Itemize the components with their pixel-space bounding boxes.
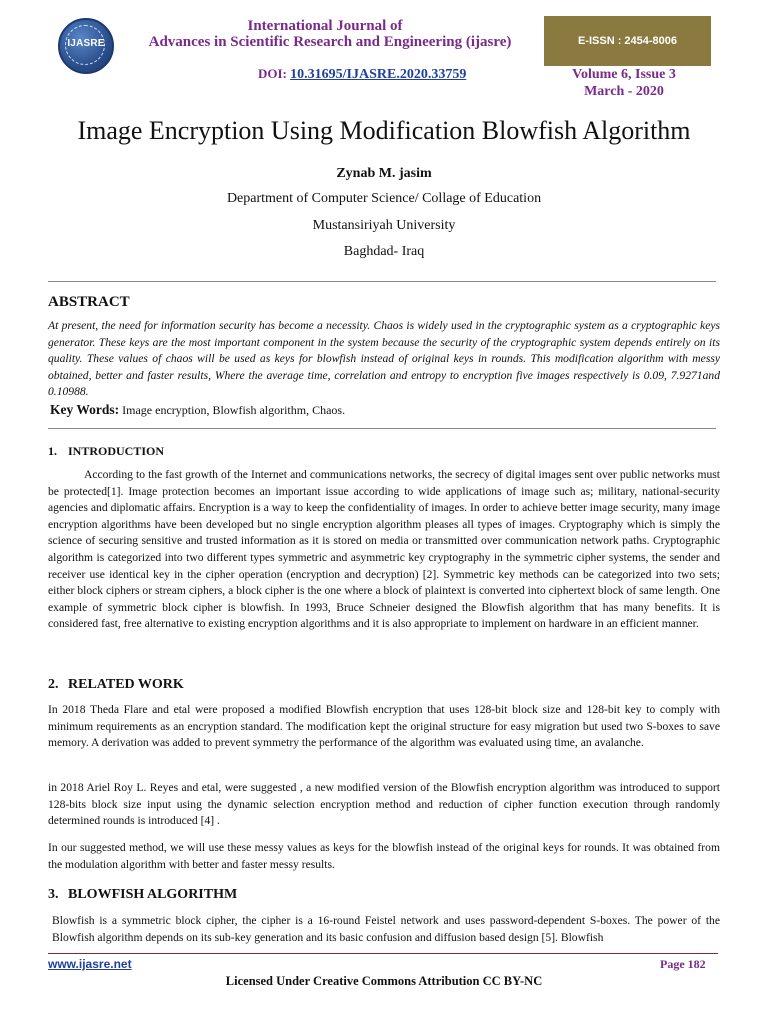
abstract-text: At present, the need for information security has become a necessity. Chaos is widely used in the cryptographic system as a cryptographic keys generator. These keys are the most important component in the system because the security of the cryptographic system depends entirely on its quality. These values of chaos will be used as keys for blowfish instead of original keys in rounds. This modification algorithm with messy obtained, better and faster results, Where the average time, correlation and entropy to encryption five images respectively is 0.09, 7.9271and 0.10988. bbox=[48, 319, 720, 399]
abstract-heading: ABSTRACT bbox=[48, 294, 130, 310]
journal-website-link[interactable]: www.ijasre.net bbox=[48, 957, 132, 971]
issn-badge: E-ISSN : 2454-8006 bbox=[544, 16, 711, 66]
section-related-work-heading bbox=[48, 677, 184, 693]
introduction-paragraph: According to the fast growth of the Internet and communications networks, the secrecy of digital images sent over public networks must be protected[1]. Image protection becomes an important issue according to wide applications of image such as; military, national-security agencies and diplomatic affairs. Encryption is a way to keep the confidentiality of images. In order to achieve better image security, many image encryption algorithms have been developed but no single encryption algorithm pleases all types of images. Cryptography which is simply the science of securing sensitive and trusted information as it is stored on media or transmitted over communication network paths. Cryptographic algorithm is categorized into two different types symmetric and asymmetric key cryptography in the symmetric cipher systems, the sender and receiver use identical key in the cipher operation (encryption and decryption) [2]. Symmetric key methods can be categorized into two sets; either block ciphers or stream ciphers, a block cipher is the one where a block of plaintext is converted into ciphertext block of same length. One example of symmetric block cipher is blowfish. In 1993, Bruce Schneier designed the Blowfish algorithm that has many benefits. It is considered fast, free alternative to existing encryption algorithms and it is also appropriate to implement on hardware in an efficient manner. bbox=[48, 468, 720, 631]
author-university: Mustansiriyah University bbox=[312, 218, 456, 233]
section-number: 2. bbox=[48, 677, 59, 692]
section-title: RELATED WORK bbox=[68, 677, 184, 692]
section-title: BLOWFISH ALGORITHM bbox=[68, 887, 238, 902]
page-number: Page 182 bbox=[660, 957, 706, 971]
doi-line bbox=[258, 66, 466, 83]
doi-link[interactable]: 10.31695/IJASRE.2020.33759 bbox=[290, 67, 467, 82]
section-number: 1. bbox=[48, 444, 57, 458]
section-title: INTRODUCTION bbox=[68, 444, 165, 458]
section-blowfish-heading bbox=[48, 887, 237, 903]
keywords-line bbox=[50, 402, 345, 418]
author-name: Zynab M. jasim bbox=[336, 166, 432, 181]
journal-logo bbox=[58, 18, 114, 74]
paper-title: Image Encryption Using Modification Blowfish Algorithm bbox=[77, 116, 691, 145]
blowfish-paragraph: Blowfish is a symmetric block cipher, the cipher is a 16-round Feistel network and uses password-dependent S-boxes. The power of the Blowfish algorithm depends on its sub-key generation and its basic confusion and diffusion based design [5]. Blowfish bbox=[52, 914, 720, 944]
author-location: Baghdad- Iraq bbox=[343, 244, 425, 259]
footer-rule bbox=[48, 953, 718, 954]
issue-date: March - 2020 bbox=[584, 84, 664, 99]
keywords-list: Image encryption, Blowfish algorithm, Chaos. bbox=[119, 403, 346, 417]
license-notice: Licensed Under Creative Commons Attribution CC BY-NC bbox=[225, 974, 543, 988]
section-introduction-heading bbox=[48, 444, 164, 459]
author-department: Department of Computer Science/ Collage of Education bbox=[226, 191, 542, 206]
divider-abstract bbox=[48, 428, 716, 429]
related-work-paragraph-2: in 2018 Ariel Roy L. Reyes and etal, were suggested , a new modified version of the Blowfish encryption algorithm was introduced to support 128-bits block size input using the dynamic selection encryption method and reduction of cipher function execution through randomly determined rounds is introduced [4] . bbox=[48, 781, 720, 828]
section-number: 3. bbox=[48, 887, 59, 902]
journal-name-line1: International Journal of bbox=[247, 18, 403, 34]
logo-text: IJASRE bbox=[67, 38, 105, 49]
related-work-paragraph-1: In 2018 Theda Flare and etal were proposed a modified Blowfish encryption that uses 128-bit block size and 128-bit key to comply with minimum requirements as an encryption standard. The modification kept the original structure for easy migration but used two S-boxes to save memory. A derivation was added to prevent symmetry the performance of the algorithm was evaluated using time, an avalanche. bbox=[48, 703, 720, 750]
doi-label: DOI: bbox=[258, 66, 287, 81]
divider-top bbox=[48, 281, 716, 282]
volume-issue: Volume 6, Issue 3 bbox=[572, 67, 676, 82]
journal-name-line2: Advances in Scientific Research and Engineering (ijasre) bbox=[148, 34, 512, 50]
volume-info bbox=[556, 66, 692, 100]
related-work-paragraph-3: In our suggested method, we will use these messy values as keys for the blowfish instead of the original keys for rounds. It was obtained from the modulation algorithm with better and faster messy results. bbox=[48, 841, 720, 871]
keywords-label: Key Words: bbox=[50, 402, 120, 417]
